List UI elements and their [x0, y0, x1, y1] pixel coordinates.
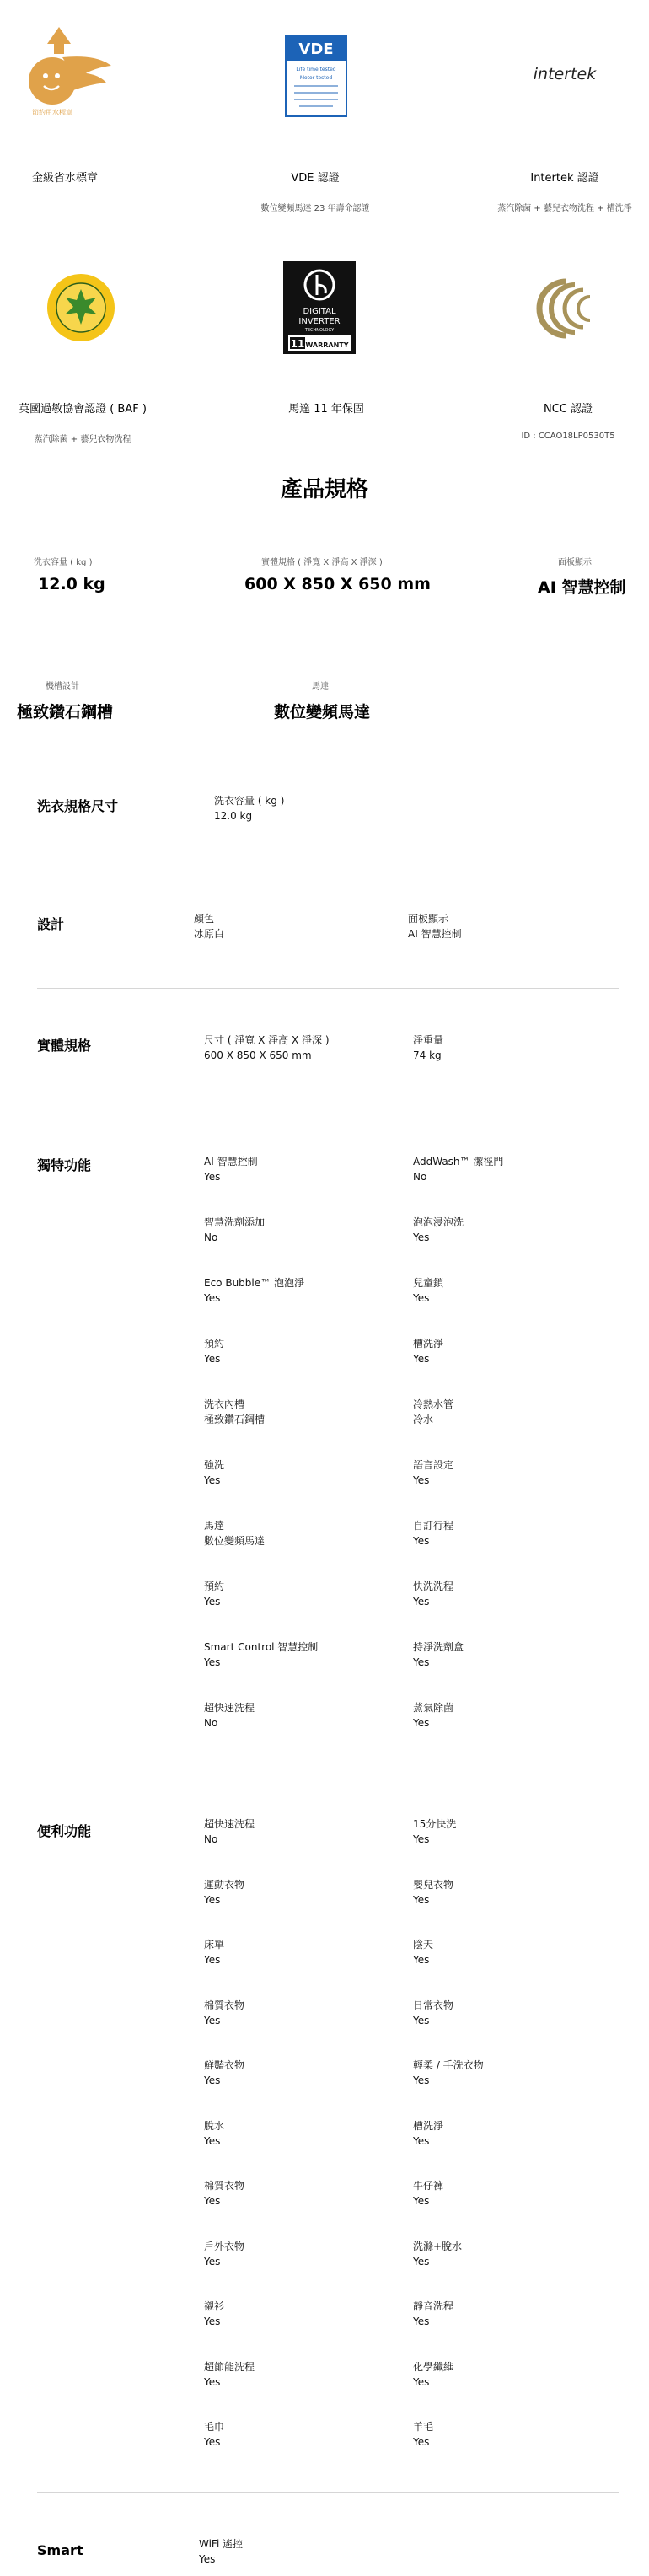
- spec-item-label: 戶外衣物: [204, 2240, 245, 2252]
- spec-item-label: 預約: [204, 1580, 225, 1592]
- spec-item-label: 槽洗淨: [413, 1338, 444, 1350]
- spec-item-value: Yes: [204, 2255, 221, 2267]
- spec-item-label: 持淨洗劑盒: [413, 1641, 464, 1653]
- spec-item-value: Yes: [413, 2195, 430, 2207]
- spec-item-value: Yes: [204, 1656, 221, 1668]
- spec-item-label: 蒸氣除菌: [413, 1702, 454, 1714]
- cert-label-water: 金級省水標章: [31, 172, 99, 185]
- spec-item-label: 毛巾: [204, 2421, 225, 2433]
- spec-item-value: Yes: [413, 1893, 430, 1906]
- spec-item-label: 脫水: [204, 2119, 225, 2132]
- section-divider: [37, 988, 619, 989]
- cert-label-baf: 英國過敏協會認證 ( BAF ): [19, 403, 147, 416]
- spec-item-label: 泡泡浸泡洗: [413, 1216, 464, 1228]
- spec-item-value: Yes: [204, 2134, 221, 2147]
- spec-item-value: No: [204, 1833, 218, 1845]
- spec-item-value: No: [204, 1717, 218, 1729]
- spec-item-value: 冷水: [413, 1414, 434, 1425]
- spec-item-label: 15分快洗: [413, 1818, 457, 1830]
- spec-item-label: 運動衣物: [204, 1878, 245, 1891]
- spec-item-label: 靜音洗程: [413, 2300, 454, 2312]
- spec-item-value: Yes: [413, 1833, 430, 1845]
- spec-value-panel: AI 智慧控制: [408, 928, 462, 940]
- inverter-warranty: WARRANTY: [305, 341, 349, 349]
- spec-item-label: 日常衣物: [413, 1999, 454, 2011]
- spec-item-value: Yes: [413, 2316, 430, 2327]
- spec-item-value: Yes: [413, 1474, 430, 1486]
- spec-item-label: 槽洗淨: [413, 2119, 444, 2132]
- spec-item-value: Yes: [204, 1292, 221, 1304]
- spec-item-value: Yes: [413, 2074, 430, 2086]
- spec-item-value: Yes: [413, 2134, 430, 2147]
- spec-item-label: 強洗: [204, 1459, 225, 1471]
- inverter-years: 11: [290, 338, 305, 350]
- spec-item-value: Yes: [413, 1596, 430, 1607]
- intertek-brand-text: intertek: [533, 65, 597, 83]
- spec-item-value: Yes: [204, 1474, 221, 1486]
- spec-item-label: 語言設定: [413, 1459, 454, 1471]
- cert-label-vde: VDE 認證: [291, 172, 340, 185]
- spec-item-label: Smart Control 智慧控制: [204, 1641, 319, 1653]
- spec-item-value: Yes: [413, 1292, 430, 1304]
- cert-sub-vde: 數位變頻馬達 23 年壽命認證: [260, 204, 370, 213]
- spec-item-value: Yes: [413, 2375, 430, 2388]
- spec-value-weight: 74 kg: [413, 1049, 442, 1061]
- spec-label-size: 尺寸 ( 淨寬 X 淨高 X 淨深 ): [204, 1034, 330, 1046]
- spec-item-value: Yes: [204, 1353, 221, 1365]
- spec-item-value: Yes: [204, 2316, 221, 2327]
- highlight-label-motor: 馬達: [312, 682, 329, 691]
- spec-item-label: 兒童鎖: [413, 1277, 444, 1289]
- spec-item-value: No: [413, 1171, 427, 1183]
- highlight-value-drum: 極致鑽石鋼槽: [17, 703, 114, 722]
- spec-item-value: Yes: [204, 1893, 221, 1906]
- section-divider: [37, 2492, 619, 2493]
- vde-brand-text: VDE: [298, 40, 334, 58]
- spec-label-color: 顏色: [194, 913, 215, 925]
- spec-item-value: Yes: [413, 2436, 430, 2448]
- spec-label-weight: 淨重量: [413, 1034, 444, 1046]
- spec-item-label: 棉質衣物: [204, 1999, 245, 2011]
- spec-item-label: 超快速洗程: [204, 1702, 255, 1714]
- ncc-logo: [533, 276, 597, 341]
- spec-value-capacity: 12.0 kg: [214, 810, 253, 822]
- cert-label-ncc: NCC 認證: [543, 403, 593, 416]
- spec-item-label: 化學纖維: [413, 2360, 454, 2373]
- section-title-features: 獨特功能: [37, 1157, 92, 1173]
- vde-line-1: Life time tested: [296, 67, 336, 72]
- specs-title: 產品規格: [280, 477, 368, 502]
- spec-label-wifi: WiFi 遙控: [199, 2538, 244, 2550]
- highlight-label-drum: 機槽設計: [46, 682, 79, 691]
- highlight-value-capacity: 12.0 kg: [38, 575, 105, 593]
- spec-item-value: 數位變頻馬達: [204, 1535, 266, 1547]
- spec-item-label: 超節能洗程: [204, 2360, 255, 2373]
- highlight-label-dimensions: 實體規格 ( 淨寬 X 淨高 X 淨深 ): [261, 558, 383, 567]
- cert-label-warranty: 馬達 11 年保固: [288, 403, 364, 416]
- spec-item-label: 自訂行程: [413, 1520, 454, 1532]
- spec-item-label: 智慧洗劑添加: [204, 1216, 266, 1228]
- section-title-physical: 實體規格: [37, 1038, 92, 1054]
- spec-item-label: 羊毛: [413, 2421, 434, 2433]
- cert-sub-intertek: 蒸汽除菌 + 藝兒衣物洗程 + 槽洗淨: [497, 204, 632, 213]
- spec-item-value: Yes: [204, 1596, 221, 1607]
- highlight-label-capacity: 洗衣容量 ( kg ): [34, 558, 93, 567]
- spec-item-label: 床單: [204, 1939, 225, 1951]
- spec-item-value: Yes: [413, 1656, 430, 1668]
- baf-allergy-logo: [46, 272, 116, 343]
- spec-item-value: Yes: [204, 2195, 221, 2207]
- spec-item-value: Yes: [204, 2074, 221, 2086]
- spec-item-label: 冷熱水管: [413, 1398, 454, 1410]
- spec-item-label: 牛仔褲: [413, 2180, 444, 2192]
- spec-item-value: Yes: [204, 1954, 221, 1966]
- spec-item-label: 襯衫: [204, 2300, 225, 2312]
- spec-item-value: Yes: [413, 1954, 430, 1966]
- cert-label-intertek: Intertek 認證: [530, 172, 599, 185]
- spec-item-label: 陰天: [413, 1939, 434, 1951]
- spec-item-label: 超快速洗程: [204, 1818, 255, 1830]
- spec-item-value: No: [204, 1232, 218, 1243]
- spec-item-label: 馬達: [204, 1520, 225, 1532]
- spec-item-value: Yes: [413, 1535, 430, 1547]
- spec-item-label: 棉質衣物: [204, 2180, 245, 2192]
- spec-value-wifi: Yes: [199, 2553, 216, 2565]
- spec-item-label: 預約: [204, 1338, 225, 1350]
- spec-value-size: 600 X 850 X 650 mm: [204, 1049, 312, 1061]
- intertek-logo: [514, 57, 615, 91]
- water-logo-caption: 節約用水標章: [32, 109, 72, 116]
- section-title-design: 設計: [37, 916, 65, 932]
- spec-item-value: 極致鑽石鋼槽: [204, 1414, 266, 1425]
- spec-item-value: Yes: [413, 2014, 430, 2026]
- spec-item-value: Yes: [413, 1717, 430, 1729]
- spec-item-label: 洗滌+脫水: [413, 2240, 463, 2252]
- highlight-value-dimensions: 600 X 850 X 650 mm: [244, 575, 431, 593]
- digital-inverter-warranty-logo: [283, 261, 356, 354]
- spec-item-label: Eco Bubble™ 泡泡淨: [204, 1277, 304, 1289]
- highlight-value-panel: AI 智慧控制: [538, 578, 626, 597]
- spec-label-capacity: 洗衣容量 ( kg ): [214, 795, 285, 807]
- water-saving-logo: [12, 20, 113, 121]
- vde-line-2: Motor tested: [299, 75, 333, 81]
- spec-item-value: Yes: [204, 1171, 221, 1183]
- cert-sub-ncc: ID : CCAO18LP0530T5: [521, 432, 615, 441]
- section-title-convenience: 便利功能: [37, 1823, 92, 1839]
- spec-item-label: 洗衣內槽: [204, 1398, 245, 1410]
- spec-label-panel: 面板顯示: [408, 913, 449, 925]
- spec-item-label: 輕柔 / 手洗衣物: [413, 2059, 484, 2071]
- spec-item-value: Yes: [413, 1353, 430, 1365]
- cert-sub-baf: 蒸汽除菌 + 藝兒衣物洗程: [34, 435, 131, 444]
- spec-item-label: 嬰兒衣物: [413, 1878, 454, 1891]
- spec-item-value: Yes: [413, 2255, 430, 2267]
- spec-item-label: AI 智慧控制: [204, 1156, 258, 1167]
- spec-item-label: AddWash™ 潔徑門: [413, 1156, 504, 1167]
- highlight-value-motor: 數位變頻馬達: [274, 703, 371, 722]
- spec-item-value: Yes: [413, 1232, 430, 1243]
- inverter-line-3: TECHNOLOGY: [304, 328, 335, 333]
- spec-item-label: 鮮豔衣物: [204, 2059, 245, 2071]
- vde-logo: [282, 34, 350, 118]
- spec-item-value: Yes: [204, 2014, 221, 2026]
- inverter-line-1: DIGITAL: [303, 307, 336, 316]
- highlight-label-panel: 面板顯示: [558, 558, 592, 567]
- spec-item-value: Yes: [204, 2375, 221, 2388]
- section-title-wash-size: 洗衣規格尺寸: [37, 798, 119, 814]
- inverter-line-2: INVERTER: [298, 317, 341, 326]
- spec-item-value: Yes: [204, 2436, 221, 2448]
- spec-item-label: 快洗洗程: [413, 1580, 454, 1592]
- section-title-smart: Smart: [37, 2542, 83, 2558]
- spec-value-color: 冰原白: [194, 928, 225, 940]
